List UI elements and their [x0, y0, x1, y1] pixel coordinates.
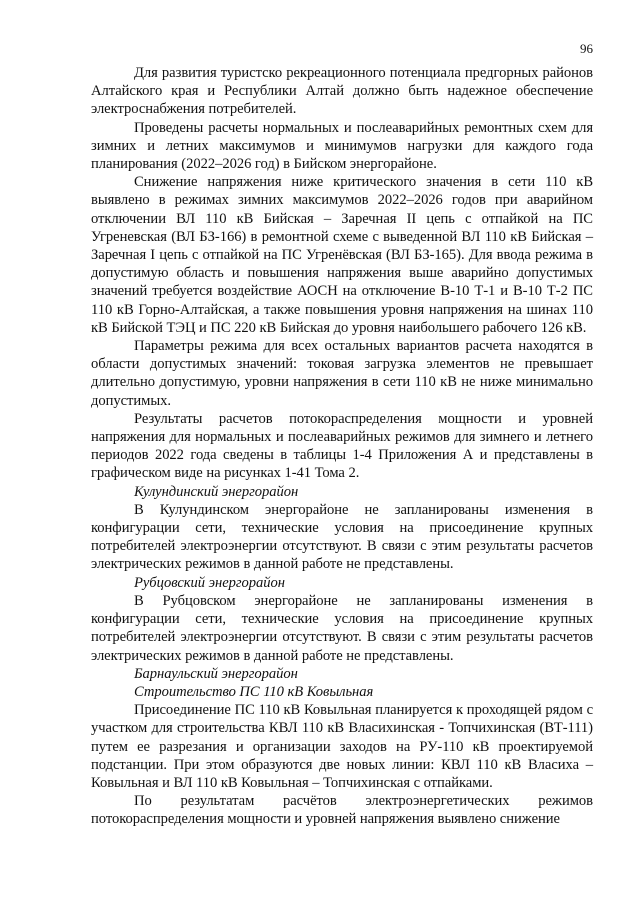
paragraph: В Рубцовском энергорайоне не запланированы изменения в конфигурации сети, технические условия на присоединение крупных потребителей электроэнергии отсутствуют. В связи с этим результаты расчетов электрических режимов в данной работе не представлены. [91, 592, 593, 664]
section-heading-rubtsovsk: Рубцовский энергорайон [134, 574, 285, 591]
paragraph: Проведены расчеты нормальных и послеаварийных ремонтных схем для зимних и летних максимумов и минимумов нагрузки для каждого года планирования (2022–2026 год) в Бийском энергорайоне. [91, 119, 593, 173]
paragraph: Для развития туристско рекреационного потенциала предгорных районов Алтайского края и Республики Алтай должно быть надежное обеспечение электроснабжения потребителей. [91, 65, 593, 118]
paragraph: Снижение напряжения ниже критического значения в сети 110 кВ выявлено в режимах зимних максимумов 2022–2026 годов при аварийном отключении ВЛ 110 кВ Бийская – Заречная II цепь с отпайкой на ПС Угреневская (ВЛ БЗ-166) в ремонтной схеме с выведенной ВЛ 110 кВ Бийская – Заречная I цепь с отпайкой на ПС Угренёвская (ВЛ БЗ-165). Для ввода режима в допустимую область и повышения напряжения выше аварийно допустимых значений требуется воздействие АОСН на отключение В-10 Т-1 и В-10 Т-2 ПС 110 кВ Горно-Алтайская, а также повышения уровня напряжения на шинах 110 кВ Бийской ТЭЦ и ПС 220 кВ Бийская до уровня наибольшего рабочего 126 кВ. [91, 174, 593, 336]
page-number: 96 [580, 41, 593, 56]
paragraph: Присоединение ПС 110 кВ Ковыльная планируется к проходящей рядом с участком для строительства КВЛ 110 кВ Власихинская - Топчихинская (ВТ-111) путем ее разрезания и организации заходов на РУ-110 кВ проектируемой подстанции. При этом образуются две новых линии: КВЛ 110 кВ Власиха – Ковыльная и ВЛ 110 кВ Ковыльная – Топчихинская с отпайками. [91, 702, 593, 791]
section-heading-barnaul: Барнаульский энергорайон [134, 665, 298, 682]
paragraph: По результатам расчётов электроэнергетических режимов потокораспределения мощности и уровней напряжения выявлено снижение [91, 793, 593, 828]
paragraph: Параметры режима для всех остальных вариантов расчета находятся в области допустимых значений: токовая загрузка элементов не превышает длительно допустимую, уровни напряжения в сети 110 кВ не ниже минимально допустимых. [91, 338, 593, 409]
section-heading-kulunda: Кулундинский энергорайон [134, 483, 299, 500]
document-body [91, 64, 593, 829]
paragraph: Результаты расчетов потокораспределения мощности и уровней напряжения для нормальных и послеаварийных режимов для зимнего и летнего периодов 2022 года сведены в таблицы 1-4 Приложения А и представлены в графическом виде на рисунках 1-41 Тома 2. [91, 410, 593, 482]
paragraph: В Кулундинском энергорайоне не запланированы изменения в конфигурации сети, технические условия на присоединение крупных потребителей электроэнергии отсутствуют. В связи с этим результаты расчетов электрических режимов в данной работе не представлены. [91, 501, 593, 573]
subsection-heading-kovylnaya: Строительство ПС 110 кВ Ковыльная [134, 683, 374, 700]
